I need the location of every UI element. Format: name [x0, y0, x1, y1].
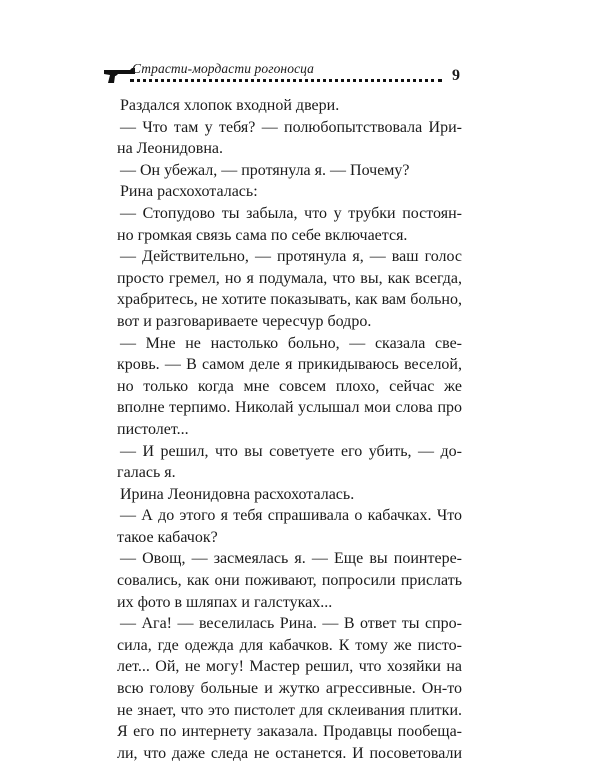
text-line: — Действительно, — протянула я, — ваш голос [120, 248, 462, 266]
text-line: не знает, что это пистолет для склеивания плитки. [117, 701, 462, 719]
text-line: лет... Ой, не могу! Мастер решил, что хозяйки на [117, 658, 462, 676]
text-line: — Он убежал, — протянула я. — Почему? [120, 161, 410, 179]
text-line: галась я. [117, 464, 176, 482]
text-line: — Ага! — веселилась Рина. — В ответ ты спро- [120, 615, 462, 633]
text-line: их фото в шляпах и галстуках... [117, 593, 333, 611]
text-line: вполне терпимо. Николай услышал мои слова про [117, 399, 462, 417]
body-text [117, 95, 462, 764]
text-line: Раздался хлопок входной двери. [120, 97, 340, 114]
running-title: Страсти-мордасти рогоносца [132, 61, 315, 76]
text-line: кровь. — В самом деле я прикидываюсь веселой, [117, 356, 462, 374]
text-line: но громкая связь сама по себе включается. [117, 226, 408, 244]
text-line: просто гремел, но я подумала, что вы, как всегда, [117, 269, 462, 287]
header-rule [130, 79, 442, 82]
text-line: — Мне не настолько больно, — сказала све- [120, 334, 462, 352]
text-line: — Овощ, — засмеялась я. — Еще вы поинтере- [120, 550, 462, 568]
text-line: — Стопудово ты забыла, что у трубки постоян- [120, 204, 462, 222]
text-line: Я его по интернету заказала. Продавцы пообеща- [117, 723, 462, 741]
text-line: — Что там у тебя? — полюбопытствовала Ири- [120, 118, 462, 136]
text-line: всю голову больные и жутко агрессивные. Он-то [117, 680, 462, 698]
text-line: Рина расхохоталась: [120, 183, 258, 201]
text-line: — И решил, что вы советуете его убить, — до- [120, 442, 462, 460]
text-line: Ирина Леонидовна расхохоталась. [120, 485, 355, 503]
text-line: вот и разговариваете чересчур бодро. [117, 312, 372, 330]
text-line: пистолет... [117, 420, 189, 438]
text-line: совались, как они поживают, попросили прислать [117, 572, 462, 590]
page-number: 9 [452, 67, 460, 84]
text-line: ли, что даже следа не останется. И посоветовали [117, 744, 462, 762]
text-line: — А до этого я тебя спрашивала о кабачках. Что [120, 507, 462, 525]
text-line: такое кабачок? [117, 528, 218, 546]
running-header [102, 60, 464, 90]
text-line: на Леонидовна. [117, 140, 223, 158]
text-line: храбритесь, не хотите показывать, как вам больно, [117, 291, 462, 309]
text-line: но только когда мне совсем плохо, сейчас же [117, 377, 462, 395]
text-line: сила, где одежда для кабачков. К тому же писто- [117, 636, 462, 654]
